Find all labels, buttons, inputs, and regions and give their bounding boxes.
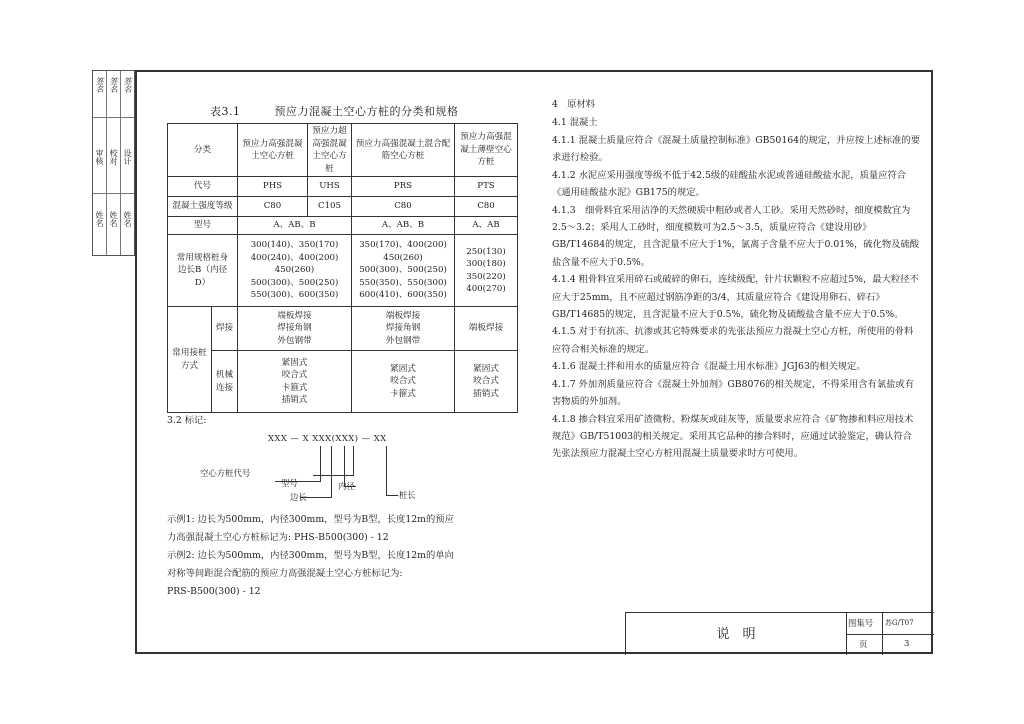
- paragraph: 4.1.3 细骨料宜采用洁净的天然硬质中粗砂或者人工砂。采用天然砂时，细度模数宜为2.5～3.2；采用人工砂时，细度模数可为2.5～3.5，质量应符合《建设用砂》GB/T14684的规定，且含泥量不应大于1%，氯离子含量不应大于0.01%，硫化物及硫酸盐含量不应大于0.5%。: [552, 204, 920, 268]
- cell-mech-phs-uhs: [238, 351, 352, 413]
- paragraph: 4.1.2 水泥应采用强度等级不低于42.5级的硅酸盐水泥或普通硅酸盐水泥，质量应符合《通用硅酸盐水泥》GB175的规定。: [552, 169, 907, 199]
- paragraph: 4.1.1 混凝土质量应符合《混凝土质量控制标准》GB50164的规定，并应按上述标准的要求进行检验。: [552, 135, 920, 164]
- materials-subheading: 4.1 混凝土: [552, 117, 598, 128]
- joint-line: 插销式: [473, 388, 499, 399]
- spec-line: 550(350)、550(300): [359, 277, 447, 288]
- joint-line: 端板焊接: [277, 310, 312, 321]
- joint-line: 外包钢带: [385, 335, 421, 346]
- name-check: 姓名: [109, 211, 118, 227]
- label-inner: 内径: [338, 481, 355, 491]
- cell-code-pts: PTS: [455, 177, 518, 197]
- table-number: 表3.1: [210, 105, 241, 118]
- spec-line: 400(270): [466, 284, 506, 294]
- paragraph: 4.1.6 混凝土拌和用水的质量应符合《混凝土用水标准》JGJ63的相关规定。: [552, 361, 866, 373]
- label-type: 型号: [281, 478, 298, 488]
- paragraph: 4.1.4 粗骨料宜采用碎石或破碎的卵石，连续级配，针片状颗粒不应超过5%，最大粒径不应大于25mm，且不应超过钢筋净距的3/4，其质量应符合《建设用卵石、碎石》GB/T14685的规定，且含泥量不应大于0.5%，硫化物及硫酸盐含量不应大于0.5%。: [552, 274, 919, 321]
- paragraph: 4.1.7 外加剂质量应符合《混凝土外加剂》GB8076的相关规定，不得采用含有氯盐或有害物质的外加剂。: [552, 378, 915, 408]
- example-2-line-1: 示例2: 边长为500mm，内径300mm，型号为B型，长度12m的单向: [167, 550, 454, 561]
- example-1-line-2: 力高强混凝土空心方桩标记为: PHS-B500(300) - 12: [167, 532, 389, 543]
- spec-line: 350(220): [466, 271, 506, 282]
- leader-line: [353, 446, 354, 475]
- joint-weld-label: 焊接: [212, 307, 238, 351]
- leader-line: [331, 446, 332, 497]
- atlas-number: 苏G/T07: [885, 619, 914, 627]
- spec-line: 450(260): [383, 252, 423, 263]
- row-grade-label: 混凝土强度等级: [168, 197, 238, 217]
- spec-line: 300(180): [466, 259, 506, 269]
- joint-mech-label: 机械连接: [212, 351, 238, 413]
- row-spec-label: 常用规格桩身边长B（内径D）: [168, 235, 238, 307]
- paragraph: 4.1.5 对于有抗冻、抗渗或其它特殊要求的先张法预应力混凝土空心方桩，所使用的骨料应符合相关标准的规定。: [552, 326, 914, 355]
- spec-line: 500(300)、500(250): [359, 265, 447, 276]
- header-phs: 预应力高强混凝土空心方桩: [238, 124, 308, 177]
- cell-spec-prs: [352, 235, 455, 307]
- spec-line: 400(240)、400(200): [250, 252, 339, 263]
- materials-body: [552, 132, 920, 463]
- page-label: 页: [859, 639, 868, 649]
- cell-spec-phs-uhs: [238, 235, 352, 307]
- label-code: 空心方桩代号: [200, 468, 251, 478]
- signature-3: 签名: [123, 77, 132, 93]
- paragraph: 4.1.8 掺合料宜采用矿渣微粉、粉煤灰或硅灰等，质量要求应符合《矿物掺和料应用技术规范》GB/T51003的相关规定。采用其它品种的掺合料时，应通过试验鉴定，确认符合先张法预应力混凝土空心方桩用混凝土质量要求时方可使用。: [552, 413, 914, 460]
- example-2-line-3: PRS-B500(300) - 12: [167, 586, 261, 597]
- cell-grade-prs: C80: [352, 197, 455, 217]
- spec-line: 300(140)、350(170): [250, 240, 339, 251]
- spec-line: 500(300)、500(250): [250, 277, 339, 288]
- divider: [846, 634, 934, 635]
- header-prs: 预应力高强混凝土混合配筋空心方桩: [352, 124, 455, 177]
- spec-line: 450(260): [274, 265, 315, 276]
- cell-type-pts: A、AB: [455, 217, 518, 235]
- cell-weld-phs-uhs: [238, 307, 352, 351]
- label-check: 校对: [109, 149, 118, 165]
- signature-1: 签名: [95, 77, 104, 93]
- row-joint-label: 常用接桩方式: [168, 307, 212, 413]
- header-uhs: 预应力超高强混凝土空心方桩: [308, 124, 352, 177]
- atlas-label: 图集号: [848, 618, 874, 628]
- header-pts: 预应力高强混凝土薄壁空心方桩: [455, 124, 518, 177]
- pile-spec-table: [167, 123, 518, 413]
- signature-2: 签名: [109, 77, 118, 93]
- title-block: [625, 612, 934, 655]
- joint-line: 咬合式: [390, 376, 416, 387]
- label-review: 审核: [95, 149, 104, 165]
- joint-line: 咬合式: [281, 370, 308, 380]
- spec-line: 600(410)、600(350): [359, 290, 447, 301]
- cell-mech-prs: [352, 351, 455, 413]
- row-type-label: 型号: [168, 217, 238, 235]
- leader-line: [313, 475, 354, 476]
- name-design: 姓名: [123, 211, 132, 227]
- cell-spec-pts: [455, 235, 518, 307]
- label-side: 边长: [290, 492, 307, 502]
- joint-line: 端板焊接: [385, 310, 421, 321]
- cell-code-phs: PHS: [238, 177, 308, 197]
- cell-weld-prs: [352, 307, 455, 351]
- cell-code-uhs: UHS: [308, 177, 352, 197]
- example-2-line-2: 对称等间距混合配筋的预应力高强混凝土空心方桩标记为:: [167, 568, 403, 579]
- cell-grade-pts: C80: [455, 197, 518, 217]
- joint-line: 外包钢带: [277, 335, 312, 346]
- row-code-label: 代号: [168, 177, 238, 197]
- label-design: 设计: [123, 149, 132, 165]
- joint-line: 插销式: [281, 395, 308, 405]
- cell-type-phs-uhs: A、AB、B: [238, 217, 352, 235]
- drawing-title: 说 明: [716, 627, 756, 642]
- header-category: 分类: [168, 124, 238, 177]
- joint-line: 卡箍式: [390, 388, 416, 399]
- marking-heading: 3.2 标记:: [167, 415, 207, 426]
- joint-line: 咬合式: [473, 376, 499, 387]
- joint-line: 紧固式: [281, 357, 308, 368]
- leader-line: [386, 495, 398, 496]
- joint-line: 紧固式: [390, 363, 416, 374]
- materials-heading: 4 原材料: [552, 99, 596, 110]
- cell-grade-uhs: C105: [308, 197, 352, 217]
- spec-line: 250(130): [466, 246, 506, 257]
- joint-line: 焊接角钢: [277, 323, 312, 334]
- page-number: 3: [904, 638, 910, 648]
- cell-weld-pts: 端板焊接: [455, 307, 518, 351]
- table-caption: [210, 103, 459, 119]
- joint-line: 焊接角钢: [385, 323, 421, 334]
- cell-code-prs: PRS: [352, 177, 455, 197]
- cell-mech-pts: [455, 351, 518, 413]
- cell-type-prs: A、AB、B: [352, 217, 455, 235]
- spec-line: 550(300)、600(350): [250, 290, 339, 301]
- joint-line: 紧固式: [473, 363, 499, 374]
- signature-panel: [92, 70, 135, 256]
- leader-line: [386, 446, 387, 495]
- cell-grade-phs: C80: [238, 197, 308, 217]
- spec-line: 350(170)、400(200): [359, 240, 447, 251]
- joint-line: 卡箍式: [281, 382, 308, 393]
- marking-formula: XXX — X XXX(XXX) — XX: [268, 433, 387, 443]
- name-review: 姓名: [95, 211, 104, 227]
- table-title: 预应力混凝土空心方桩的分类和规格: [274, 105, 459, 118]
- example-1-line-1: 示例1: 边长为500mm，内径300mm，型号为B型，长度12m的预应: [167, 514, 454, 525]
- label-length: 桩长: [399, 490, 416, 500]
